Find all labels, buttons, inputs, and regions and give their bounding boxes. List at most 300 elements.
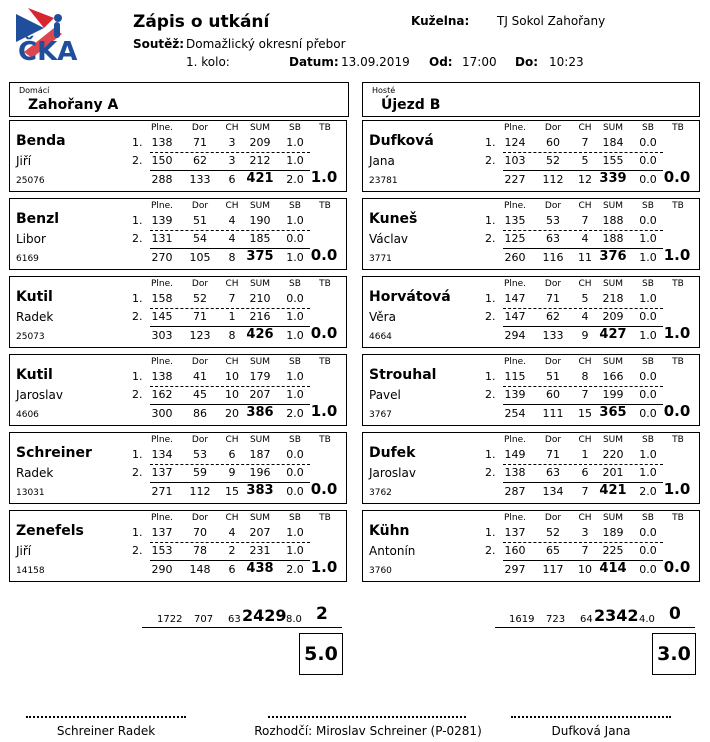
total-separator	[150, 326, 310, 327]
away-player-card	[362, 354, 700, 426]
round2-sum: 155	[602, 154, 624, 167]
column-header: CH	[225, 201, 239, 211]
column-header: TB	[672, 123, 684, 133]
total-separator	[503, 326, 663, 327]
column-header: Plne.	[150, 279, 174, 289]
soutez-value: Domažlický okresní přebor	[186, 37, 346, 51]
round2-plne: 150	[151, 154, 173, 167]
round1-plne: 124	[504, 136, 526, 149]
player-reg-number: 3762	[369, 488, 392, 498]
column-header: SB	[642, 123, 654, 133]
total-sb: 1.0	[286, 329, 304, 342]
round1-sb: 0.0	[286, 448, 304, 461]
round1-dor: 71	[546, 292, 560, 305]
round2-dor: 71	[193, 310, 207, 323]
row-number: 2.	[132, 154, 143, 167]
column-header: Plne.	[150, 513, 174, 523]
column-header: TB	[319, 123, 331, 133]
total-plne: 300	[151, 407, 173, 420]
column-header: CH	[578, 201, 592, 211]
player-surname: Dufková	[369, 133, 434, 149]
column-header: SB	[289, 201, 301, 211]
player-firstname: Pavel	[369, 388, 401, 402]
total-separator	[150, 404, 310, 405]
column-header: CH	[225, 357, 239, 367]
column-header: SUM	[602, 357, 624, 367]
round2-plne: 103	[504, 154, 526, 167]
round1-ch: 7	[581, 136, 589, 149]
total-sum: 414	[599, 561, 627, 576]
column-header: SB	[642, 201, 654, 211]
column-header: Plne.	[503, 279, 527, 289]
round2-ch: 4	[581, 310, 589, 323]
round1-sum: 210	[249, 292, 271, 305]
round2-sb: 1.0	[286, 154, 304, 167]
round1-dor: 52	[546, 526, 560, 539]
round1-ch: 3	[228, 136, 236, 149]
round2-sb: 1.0	[286, 544, 304, 557]
dashed-separator	[503, 230, 663, 231]
round1-dor: 52	[193, 292, 207, 305]
column-header: Dor	[191, 357, 209, 367]
row-number: 1.	[132, 526, 143, 539]
round1-ch: 5	[581, 292, 589, 305]
total-ch: 15	[578, 407, 592, 420]
round2-dor: 62	[193, 154, 207, 167]
round2-dor: 63	[546, 232, 560, 245]
kuzelna-label: Kuželna:	[411, 14, 470, 28]
player-firstname: Jiří	[16, 544, 32, 558]
total-separator	[503, 170, 663, 171]
round2-plne: 153	[151, 544, 173, 557]
kolo-label: 1. kolo:	[186, 55, 230, 69]
round1-dor: 41	[193, 370, 207, 383]
total-plne: 290	[151, 563, 173, 576]
column-header: CH	[225, 279, 239, 289]
round2-ch: 5	[581, 154, 589, 167]
round2-sum: 185	[249, 232, 271, 245]
player-firstname: Libor	[16, 232, 46, 246]
round1-sum: 220	[602, 448, 624, 461]
round1-sb: 0.0	[639, 136, 657, 149]
round2-dor: 60	[546, 388, 560, 401]
round1-sum: 189	[602, 526, 624, 539]
total-dor: 112	[542, 173, 564, 186]
away-total-sum: 2342	[594, 606, 639, 625]
round1-plne: 134	[151, 448, 173, 461]
player-firstname: Věra	[369, 310, 396, 324]
player-surname: Strouhal	[369, 367, 437, 383]
total-ch: 10	[578, 563, 592, 576]
column-header: SB	[289, 357, 301, 367]
round2-plne: 147	[504, 310, 526, 323]
away-caption: Hosté	[372, 86, 396, 95]
column-header: TB	[672, 279, 684, 289]
total-sum: 376	[599, 249, 627, 264]
column-header: SB	[289, 279, 301, 289]
away-team-box	[362, 82, 700, 117]
total-sb: 1.0	[639, 251, 657, 264]
round2-dor: 62	[546, 310, 560, 323]
column-header: CH	[578, 123, 592, 133]
player-firstname: Radek	[16, 310, 54, 324]
round1-ch: 8	[581, 370, 589, 383]
player-tb: 0.0	[310, 324, 338, 342]
round1-plne: 138	[151, 136, 173, 149]
round2-plne: 138	[504, 466, 526, 479]
round2-sb: 1.0	[639, 232, 657, 245]
column-header: Plne.	[150, 123, 174, 133]
home-result-box: 5.0	[299, 633, 343, 675]
column-header: SUM	[249, 435, 271, 445]
od-label: Od:	[429, 55, 453, 69]
total-ch: 7	[581, 485, 589, 498]
column-header: SUM	[602, 279, 624, 289]
round2-ch: 7	[581, 544, 589, 557]
home-player-card	[9, 276, 347, 348]
column-header: TB	[672, 201, 684, 211]
away-player-card	[362, 120, 700, 192]
total-dor: 123	[189, 329, 211, 342]
total-plne: 260	[504, 251, 526, 264]
dashed-separator	[150, 308, 310, 309]
total-sum: 375	[246, 249, 274, 264]
column-header: Plne.	[150, 435, 174, 445]
away-total-tb: 0	[669, 604, 681, 624]
total-separator	[503, 248, 663, 249]
column-header: TB	[319, 279, 331, 289]
column-header: Dor	[544, 357, 562, 367]
round1-ch: 4	[228, 214, 236, 227]
home-signature-name: Schreiner Radek	[56, 724, 156, 738]
player-firstname: Václav	[369, 232, 409, 246]
round1-ch: 1	[581, 448, 589, 461]
home-player-card	[9, 198, 347, 270]
row-number: 2.	[485, 544, 496, 557]
round2-plne: 145	[151, 310, 173, 323]
home-player-card	[9, 120, 347, 192]
column-header: CH	[578, 435, 592, 445]
round1-dor: 60	[546, 136, 560, 149]
away-team-name: Újezd B	[381, 97, 441, 113]
dashed-separator	[150, 464, 310, 465]
column-header: Plne.	[503, 513, 527, 523]
total-sb: 0.0	[639, 563, 657, 576]
total-ch: 8	[228, 329, 236, 342]
total-plne: 288	[151, 173, 173, 186]
round1-dor: 51	[546, 370, 560, 383]
column-header: SB	[642, 435, 654, 445]
player-firstname: Jaroslav	[16, 388, 63, 402]
round1-ch: 6	[228, 448, 236, 461]
kuzelna-value: TJ Sokol Zahořany	[497, 14, 606, 28]
round2-dor: 59	[193, 466, 207, 479]
row-number: 2.	[132, 232, 143, 245]
total-separator	[503, 560, 663, 561]
total-sb: 0.0	[639, 407, 657, 420]
column-header: Dor	[191, 279, 209, 289]
total-sum: 426	[246, 327, 274, 342]
round2-plne: 137	[151, 466, 173, 479]
round2-sum: 231	[249, 544, 271, 557]
player-tb: 0.0	[663, 402, 691, 420]
total-separator	[150, 170, 310, 171]
round1-ch: 3	[581, 526, 589, 539]
total-sb: 1.0	[286, 251, 304, 264]
home-player-card	[9, 510, 347, 582]
round2-sb: 1.0	[286, 388, 304, 401]
total-sum: 365	[599, 405, 627, 420]
dashed-separator	[150, 386, 310, 387]
round2-ch: 7	[581, 388, 589, 401]
round1-sum: 190	[249, 214, 271, 227]
round1-plne: 158	[151, 292, 173, 305]
column-header: CH	[578, 513, 592, 523]
away-total-sb: 4.0	[639, 614, 655, 625]
away-signature-name: Dufková Jana	[551, 724, 631, 738]
round2-sum: 209	[602, 310, 624, 323]
round2-sb: 1.0	[639, 466, 657, 479]
total-dor: 133	[189, 173, 211, 186]
total-plne: 294	[504, 329, 526, 342]
player-surname: Dufek	[369, 445, 416, 461]
column-header: CH	[225, 513, 239, 523]
player-reg-number: 3767	[369, 410, 392, 420]
row-number: 2.	[485, 232, 496, 245]
referee-signature-line	[268, 716, 466, 718]
player-reg-number: 4664	[369, 332, 392, 342]
column-header: Dor	[544, 435, 562, 445]
player-reg-number: 4606	[16, 410, 39, 420]
total-separator	[150, 248, 310, 249]
player-reg-number: 25073	[16, 332, 45, 342]
row-number: 2.	[132, 310, 143, 323]
column-header: SUM	[602, 435, 624, 445]
round1-dor: 53	[546, 214, 560, 227]
column-header: SB	[289, 435, 301, 445]
datum-value: 13.09.2019	[341, 55, 410, 69]
row-number: 1.	[132, 370, 143, 383]
round1-dor: 51	[193, 214, 207, 227]
total-dor: 148	[189, 563, 211, 576]
away-signature-line	[511, 716, 671, 718]
total-sum: 339	[599, 171, 627, 186]
round2-sum: 199	[602, 388, 624, 401]
player-surname: Kutil	[16, 289, 53, 305]
round1-plne: 135	[504, 214, 526, 227]
total-plne: 303	[151, 329, 173, 342]
page-title: Zápis o utkání	[133, 12, 270, 32]
player-surname: Kuneš	[369, 211, 418, 227]
round2-sb: 1.0	[286, 310, 304, 323]
column-header: TB	[319, 435, 331, 445]
round1-dor: 70	[193, 526, 207, 539]
player-firstname: Radek	[16, 466, 54, 480]
round2-ch: 1	[228, 310, 236, 323]
total-sum: 386	[246, 405, 274, 420]
row-number: 2.	[132, 544, 143, 557]
total-separator	[503, 404, 663, 405]
column-header: SUM	[249, 123, 271, 133]
row-number: 1.	[485, 136, 496, 149]
player-tb: 1.0	[310, 402, 338, 420]
home-signature-line	[26, 716, 186, 718]
total-plne: 270	[151, 251, 173, 264]
round2-sum: 201	[602, 466, 624, 479]
column-header: TB	[672, 513, 684, 523]
column-header: CH	[225, 435, 239, 445]
row-number: 2.	[485, 466, 496, 479]
total-dor: 134	[542, 485, 564, 498]
column-header: Plne.	[503, 201, 527, 211]
do-value: 10:23	[549, 55, 584, 69]
row-number: 1.	[132, 292, 143, 305]
total-sum: 427	[599, 327, 627, 342]
total-plne: 271	[151, 485, 173, 498]
column-header: Dor	[544, 513, 562, 523]
column-header: TB	[319, 357, 331, 367]
player-reg-number: 6169	[16, 254, 39, 264]
round1-plne: 138	[151, 370, 173, 383]
total-ch: 11	[578, 251, 592, 264]
column-header: CH	[578, 357, 592, 367]
round2-dor: 65	[546, 544, 560, 557]
round2-ch: 4	[581, 232, 589, 245]
round2-sum: 216	[249, 310, 271, 323]
total-sb: 2.0	[286, 173, 304, 186]
round2-dor: 78	[193, 544, 207, 557]
column-header: Dor	[191, 435, 209, 445]
row-number: 2.	[485, 310, 496, 323]
total-plne: 227	[504, 173, 526, 186]
round1-ch: 7	[228, 292, 236, 305]
player-firstname: Jiří	[16, 154, 32, 168]
home-caption: Domácí	[19, 86, 50, 95]
column-header: Dor	[191, 123, 209, 133]
round1-dor: 53	[193, 448, 207, 461]
round1-sb: 1.0	[286, 526, 304, 539]
total-dor: 112	[189, 485, 211, 498]
round2-sum: 212	[249, 154, 271, 167]
round1-sb: 1.0	[639, 448, 657, 461]
round1-plne: 149	[504, 448, 526, 461]
home-total-ch: 63	[228, 614, 241, 625]
away-total-dor: 723	[546, 614, 566, 625]
away-total-plne: 1619	[509, 614, 535, 625]
round2-sum: 188	[602, 232, 624, 245]
away-player-card	[362, 276, 700, 348]
round2-plne: 160	[504, 544, 526, 557]
player-tb: 0.0	[310, 480, 338, 498]
column-header: SB	[642, 357, 654, 367]
row-number: 1.	[485, 370, 496, 383]
round2-dor: 54	[193, 232, 207, 245]
total-separator	[150, 482, 310, 483]
round1-sum: 187	[249, 448, 271, 461]
round1-dor: 71	[193, 136, 207, 149]
round1-plne: 137	[151, 526, 173, 539]
player-surname: Horvátová	[369, 289, 451, 305]
round1-sb: 1.0	[286, 370, 304, 383]
player-reg-number: 14158	[16, 566, 45, 576]
row-number: 1.	[485, 292, 496, 305]
round1-sb: 1.0	[639, 292, 657, 305]
round2-ch: 9	[228, 466, 236, 479]
total-sb: 2.0	[286, 407, 304, 420]
column-header: SUM	[249, 513, 271, 523]
row-number: 2.	[485, 154, 496, 167]
dashed-separator	[503, 542, 663, 543]
round1-sum: 184	[602, 136, 624, 149]
column-header: TB	[319, 513, 331, 523]
row-number: 1.	[132, 136, 143, 149]
row-number: 2.	[132, 388, 143, 401]
total-sb: 1.0	[639, 329, 657, 342]
round2-ch: 2	[228, 544, 236, 557]
row-number: 1.	[132, 214, 143, 227]
dashed-separator	[503, 386, 663, 387]
row-number: 1.	[485, 448, 496, 461]
player-surname: Kühn	[369, 523, 410, 539]
round2-plne: 162	[151, 388, 173, 401]
home-total-dor: 707	[194, 614, 214, 625]
row-number: 1.	[485, 526, 496, 539]
total-sb: 2.0	[639, 485, 657, 498]
column-header: SB	[642, 279, 654, 289]
total-dor: 116	[542, 251, 564, 264]
column-header: SB	[642, 513, 654, 523]
player-tb: 0.0	[310, 246, 338, 264]
home-totals-line	[142, 627, 342, 628]
total-plne: 297	[504, 563, 526, 576]
player-tb: 1.0	[663, 246, 691, 264]
round1-plne: 139	[151, 214, 173, 227]
round1-sum: 218	[602, 292, 624, 305]
total-separator	[150, 560, 310, 561]
round1-sb: 0.0	[639, 370, 657, 383]
total-sum: 421	[599, 483, 627, 498]
column-header: SUM	[249, 357, 271, 367]
round1-sb: 1.0	[286, 214, 304, 227]
player-surname: Kutil	[16, 367, 53, 383]
total-plne: 254	[504, 407, 526, 420]
player-reg-number: 23781	[369, 176, 398, 186]
round1-sb: 1.0	[286, 136, 304, 149]
od-value: 17:00	[462, 55, 497, 69]
round1-sb: 0.0	[639, 526, 657, 539]
round1-sum: 179	[249, 370, 271, 383]
away-player-card	[362, 432, 700, 504]
dashed-separator	[150, 152, 310, 153]
round2-sum: 196	[249, 466, 271, 479]
round2-sb: 0.0	[639, 544, 657, 557]
logo-lettering: ČKA	[18, 37, 78, 64]
total-ch: 12	[578, 173, 592, 186]
do-label: Do:	[515, 55, 539, 69]
round2-dor: 45	[193, 388, 207, 401]
home-player-card	[9, 354, 347, 426]
player-firstname: Jana	[369, 154, 395, 168]
away-totals-line	[495, 627, 695, 628]
column-header: Plne.	[150, 357, 174, 367]
total-ch: 15	[225, 485, 239, 498]
player-surname: Schreiner	[16, 445, 92, 461]
round1-plne: 147	[504, 292, 526, 305]
soutez-label: Soutěž:	[133, 37, 185, 51]
total-sb: 2.0	[286, 563, 304, 576]
round2-sb: 0.0	[286, 232, 304, 245]
home-total-tb: 2	[316, 604, 328, 624]
